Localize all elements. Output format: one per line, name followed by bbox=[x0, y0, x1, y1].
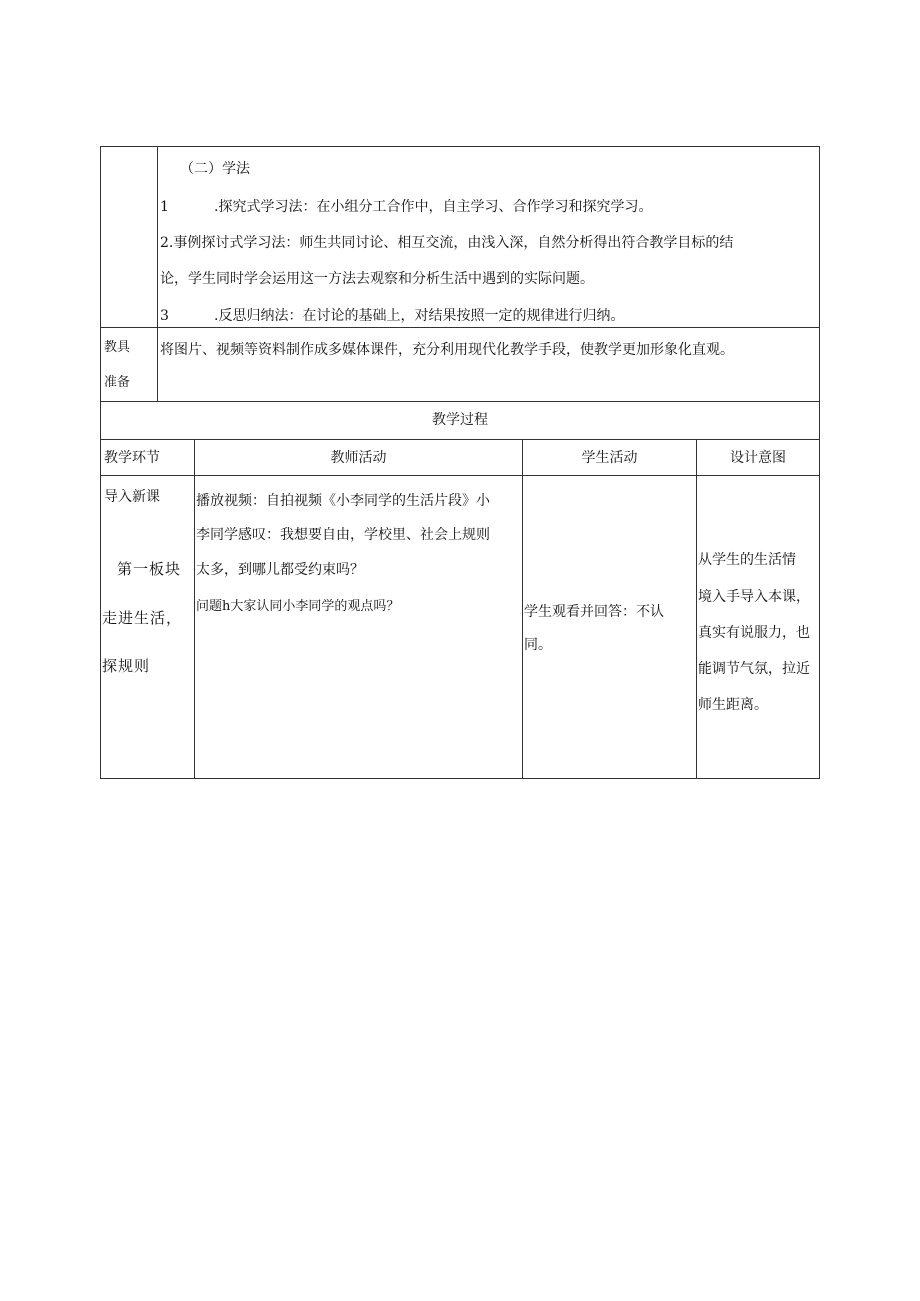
label-column-divider bbox=[157, 146, 158, 402]
student-activity-line-2: 同。 bbox=[524, 637, 552, 653]
table-bottom-border bbox=[100, 778, 820, 779]
tools-label-line-1: 教具 bbox=[104, 340, 131, 355]
teacher-activity-line-1: 播放视频：自拍视频《小李同学的生活片段》小 bbox=[196, 493, 490, 509]
table-left-border bbox=[100, 146, 101, 779]
design-intent-line-4: 能调节气氛，拉近 bbox=[698, 661, 810, 677]
methods-bottom-border bbox=[100, 327, 820, 328]
method-2-line-1: 2.事例探讨式学习法：师生共同讨论、相互交流，由浅入深，自然分析得出符合教学目标的结 bbox=[160, 235, 734, 251]
table-top-border bbox=[100, 146, 820, 147]
tools-label-line-2: 准备 bbox=[104, 375, 131, 390]
header-student-activity: 学生活动 bbox=[581, 450, 638, 466]
header-teacher-activity: 教师活动 bbox=[330, 450, 387, 466]
method-3-text: .反思归纳法：在讨论的基础上，对结果按照一定的规律进行归纳。 bbox=[214, 308, 625, 324]
stage-block: 第一板块 bbox=[117, 560, 182, 578]
teacher-activity-line-2: 李同学感叹：我想要自由，学校里、社会上规则 bbox=[196, 527, 490, 543]
student-column-divider bbox=[696, 439, 697, 779]
stage-name-line-2: 探规则 bbox=[102, 657, 151, 675]
stage-name-line-1: 走进生活， bbox=[102, 609, 183, 627]
teacher-activity-question: 问题h大家认同小李同学的观点吗？ bbox=[196, 599, 400, 614]
teacher-activity-line-3: 太多，到哪儿都受约束吗？ bbox=[196, 562, 364, 578]
method-1-text: .探究式学习法：在小组分工合作中，自主学习、合作学习和探究学习。 bbox=[214, 199, 653, 215]
header-stage: 教学环节 bbox=[104, 450, 160, 466]
process-title-bottom-border bbox=[100, 439, 820, 440]
method-1-number: 1 bbox=[160, 199, 169, 215]
stage-intro: 导入新课 bbox=[104, 489, 160, 505]
stage-column-divider bbox=[194, 439, 195, 779]
method-2-line-2: 论，学生同时学会运用这一方法去观察和分析生活中遇到的实际问题。 bbox=[160, 271, 594, 287]
tools-bottom-border bbox=[100, 401, 820, 402]
design-intent-line-1: 从学生的生活情 bbox=[698, 552, 796, 568]
design-intent-line-5: 师生距离。 bbox=[698, 697, 768, 713]
method-3-number: 3 bbox=[160, 308, 169, 324]
methods-heading: （二）学法 bbox=[180, 161, 250, 177]
tools-content: 将图片、视频等资料制作成多媒体课件，充分利用现代化教学手段，使教学更加形象化直观。 bbox=[160, 342, 734, 358]
student-activity-line-1: 学生观看并回答：不认 bbox=[524, 604, 664, 620]
teacher-column-divider bbox=[522, 439, 523, 779]
header-row-bottom-border bbox=[100, 475, 820, 476]
design-intent-line-3: 真实有说服力，也 bbox=[698, 625, 810, 641]
design-intent-line-2: 境入手导入本课， bbox=[698, 589, 810, 605]
process-title: 教学过程 bbox=[432, 412, 488, 428]
header-design-intent: 设计意图 bbox=[730, 450, 786, 466]
